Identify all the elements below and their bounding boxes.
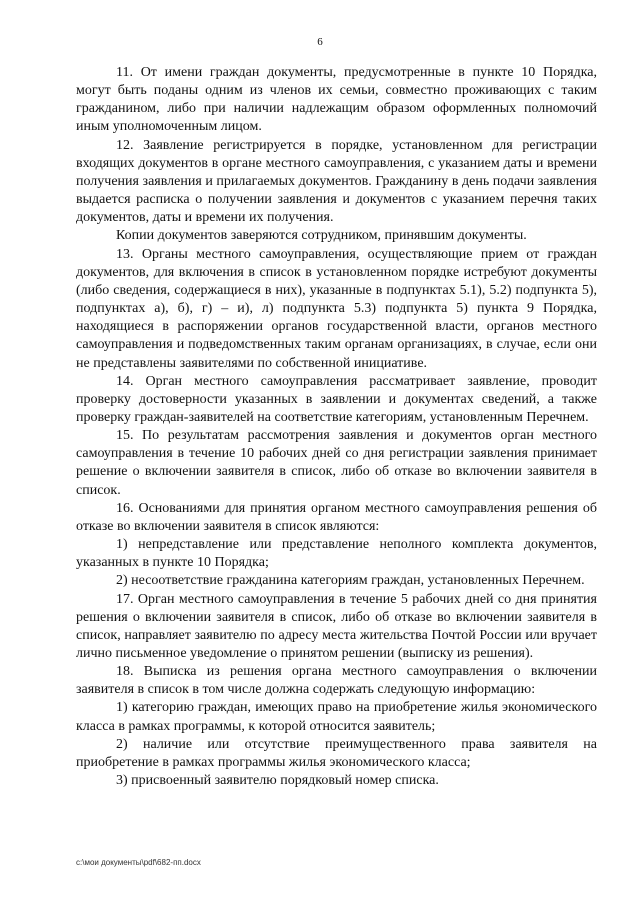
paragraph-15: 15. По результатам рассмотрения заявления и документов орган местного самоуправления в течение 10 рабочих дней со дня регистрации заявления принимает решение о включении заявителя в список, либо об отказе во включении заявителя в список. bbox=[76, 428, 597, 498]
paragraph-18-item-3: 3) присвоенный заявителю порядковый номер списка. bbox=[116, 773, 439, 789]
paragraph-18-item-2: 2) наличие или отсутствие преимущественного права заявителя на приобретение в рамках программы жилья экономического класса; bbox=[76, 736, 597, 770]
paragraph-13: 13. Органы местного самоуправления, осуществляющие прием от граждан документов, для включения в список в установленном порядке истребуют документы (либо сведения, содержащиеся в них), указанные в подпунктах 5.1), 5.2) подпункта 5), подпунктах а), б), г) – и), л) подпункта 5.3) подпункта 5) пункта 9 Порядка, находящиеся в распоряжении органов государственной власти, органов местного самоуправления и подведомственных таким органам организациях, в случае, если они не представлены заявителями по собственной инициативе. bbox=[76, 246, 597, 371]
paragraph-18: 18. Выписка из решения органа местного самоуправления о включении заявителя в список в том числе должна содержать следующую информацию: bbox=[76, 664, 597, 698]
paragraph-16: 16. Основаниями для принятия органом местного самоуправления решения об отказе во включении заявителя в список являются: bbox=[76, 500, 597, 534]
paragraph-18-item-1: 1) категорию граждан, имеющих право на приобретение жилья экономического класса в рамках программы, к которой относится заявитель; bbox=[76, 700, 597, 734]
document-body bbox=[76, 64, 597, 790]
paragraph-11: 11. От имени граждан документы, предусмотренные в пункте 10 Порядка, могут быть поданы одним из членов их семьи, совместно проживающих с таким гражданином, либо при наличии надлежащим образом оформленных полномочий иным уполномоченным лицом. bbox=[76, 65, 597, 135]
paragraph-copies: Копии документов заверяются сотрудником, принявшим документы. bbox=[116, 228, 527, 244]
paragraph-12: 12. Заявление регистрируется в порядке, установленном для регистрации входящих документов в органе местного самоуправления, с указанием даты и времени получения заявления и прилагаемых документов. Гражданину в день подачи заявления выдается расписка о получении заявления и документов с указанием перечня таких документов, даты и времени их получения. bbox=[76, 137, 597, 226]
footer-file-path: c:\мои документы\pdf\682-пп.docx bbox=[76, 858, 201, 867]
paragraph-16-item-2: 2) несоответствие гражданина категориям граждан, установленных Перечнем. bbox=[116, 573, 585, 589]
paragraph-14: 14. Орган местного самоуправления рассматривает заявление, проводит проверку достоверности указанных в заявлении и документах сведений, а также проверку граждан-заявителей на соответствие категориям, установленным Перечнем. bbox=[76, 373, 597, 425]
page-number: 6 bbox=[317, 36, 323, 48]
paragraph-17: 17. Орган местного самоуправления в течение 5 рабочих дней со дня принятия решения о включении заявителя в список, либо об отказе во включении заявителя в список, направляет заявителю по адресу места жительства Почтой России или вручает лично письменное уведомление о принятом решении (выписку из решения). bbox=[76, 591, 597, 661]
paragraph-16-item-1: 1) непредставление или представление неполного комплекта документов, указанных в пункте 10 Порядка; bbox=[76, 537, 597, 571]
